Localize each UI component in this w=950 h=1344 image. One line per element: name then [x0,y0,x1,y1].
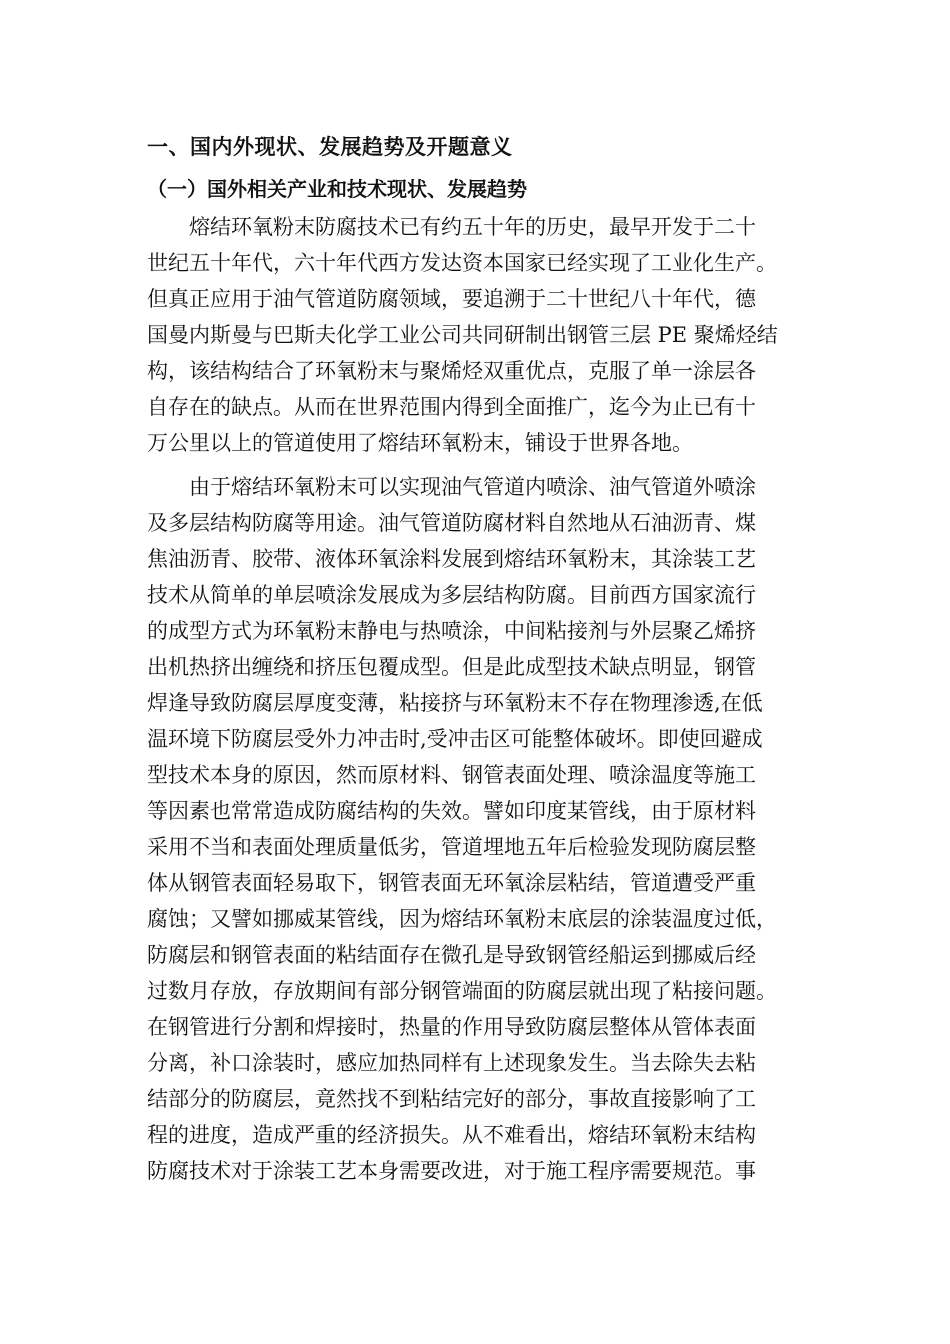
paragraph-line: 腐蚀；又譬如挪威某管线，因为熔结环氧粉末底层的涂装温度过低， [147,907,777,931]
paragraph-line: 采用不当和表面处理质量低劣，管道埋地五年后检验发现防腐层整 [147,835,756,859]
paragraph-line: 熔结环氧粉末防腐技术已有约五十年的历史，最早开发于二十 [189,215,756,239]
paragraph-line: 技术从简单的单层喷涂发展成为多层结构防腐。目前西方国家流行 [147,583,756,607]
paragraph-line: 世纪五十年代，六十年代西方发达资本国家已经实现了工业化生产。 [147,251,777,275]
paragraph-2 [147,469,827,1189]
section-heading: 一、国内外现状、发展趋势及开题意义 [147,135,513,159]
sub-heading: （一）国外相关产业和技术现状、发展趋势 [147,177,527,201]
paragraph-line: 程的进度，造成严重的经济损失。从不难看出，熔结环氧粉末结构 [147,1123,756,1147]
paragraph-line: 焊逢导致防腐层厚度变薄，粘接挤与环氧粉末不存在物理渗透,在低 [147,691,763,715]
paragraph-line: 防腐技术对于涂装工艺本身需要改进，对于施工程序需要规范。事 [147,1159,756,1183]
paragraph-line: 过数月存放，存放期间有部分钢管端面的防腐层就出现了粘接问题。 [147,979,777,1003]
paragraph-line: 结部分的防腐层，竟然找不到粘结完好的部分，事故直接影响了工 [147,1087,756,1111]
paragraph-line: 构，该结构结合了环氧粉末与聚烯烃双重优点，克服了单一涂层各 [147,359,756,383]
paragraph-line: 等因素也常常造成防腐结构的失效。譬如印度某管线，由于原材料 [147,799,756,823]
paragraph-line: 自存在的缺点。从而在世界范围内得到全面推广，迄今为止已有十 [147,395,756,419]
paragraph-line: 在钢管进行分割和焊接时，热量的作用导致防腐层整体从管体表面 [147,1015,756,1039]
paragraph-line: 国曼内斯曼与巴斯夫化学工业公司共同研制出钢管三层 PE 聚烯烃结 [147,323,778,347]
paragraph-line: 但真正应用于油气管道防腐领域，要追溯于二十世纪八十年代，德 [147,287,756,311]
paragraph-line: 体从钢管表面轻易取下，钢管表面无环氧涂层粘结，管道遭受严重 [147,871,756,895]
paragraph-line: 及多层结构防腐等用途。油气管道防腐材料自然地从石油沥青、煤 [147,511,756,535]
paragraph-line: 温环境下防腐层受外力冲击时,受冲击区可能整体破坏。即使回避成 [147,727,763,751]
paragraph-line: 型技术本身的原因，然而原材料、钢管表面处理、喷涂温度等施工 [147,763,756,787]
paragraph-line: 由于熔结环氧粉末可以实现油气管道内喷涂、油气管道外喷涂 [189,475,756,499]
document-body [147,127,827,1189]
paragraph-line: 焦油沥青、胶带、液体环氧涂料发展到熔结环氧粉末，其涂装工艺 [147,547,756,571]
paragraph-line: 的成型方式为环氧粉末静电与热喷涂，中间粘接剂与外层聚乙烯挤 [147,619,756,643]
paragraph-line: 万公里以上的管道使用了熔结环氧粉末，铺设于世界各地。 [147,431,693,455]
paragraph-line: 出机热挤出缠绕和挤压包覆成型。但是此成型技术缺点明显，钢管 [147,655,756,679]
paragraph-1 [147,209,827,461]
paragraph-line: 防腐层和钢管表面的粘结面存在微孔是导致钢管经船运到挪威后经 [147,943,756,967]
paragraph-line: 分离，补口涂装时，感应加热同样有上述现象发生。当去除失去粘 [147,1051,756,1075]
